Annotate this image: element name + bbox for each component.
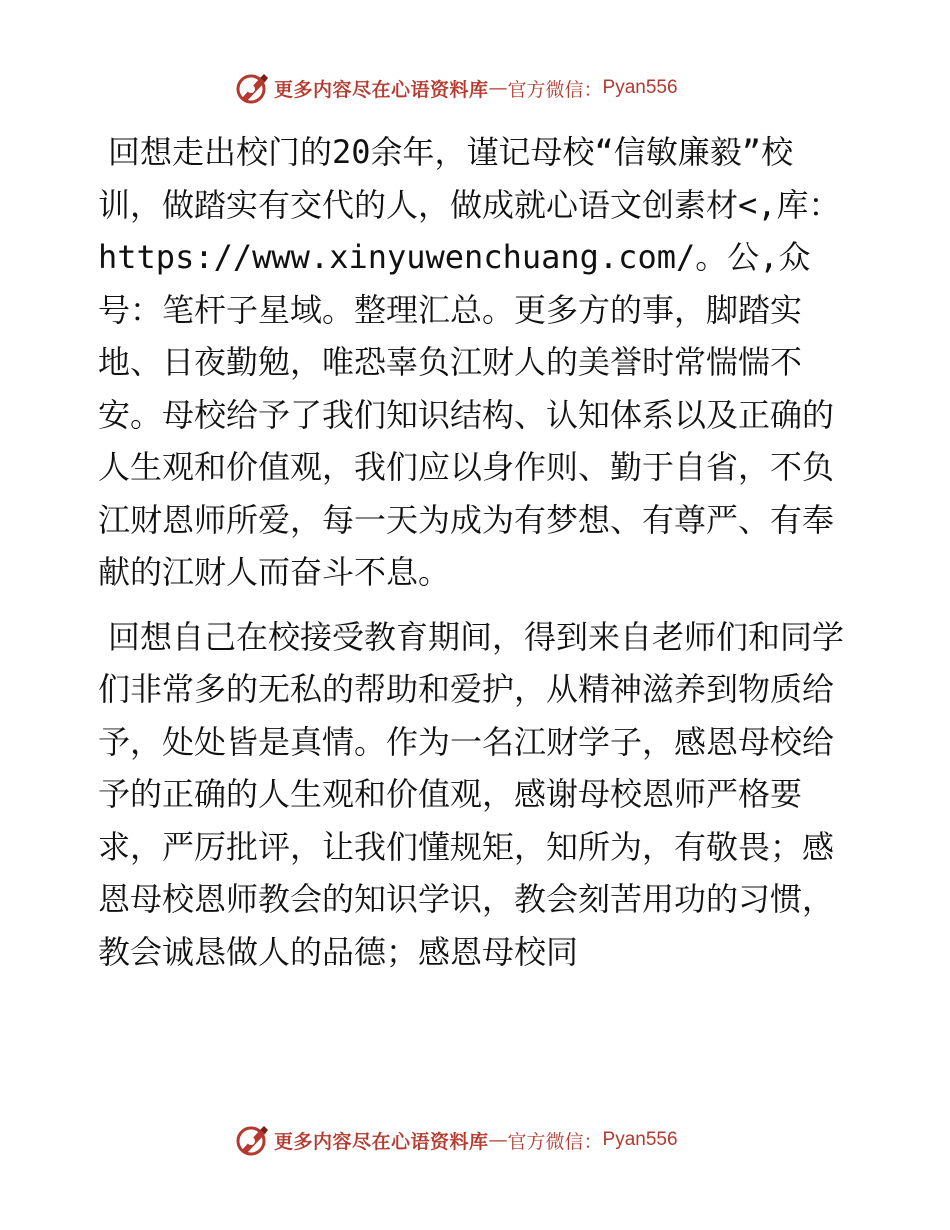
paragraph-2: 回想自己在校接受教育期间，得到来自老师们和同学们非常多的无私的帮助和爱护，从精神滋养到物质给予，处处皆是真情。作为一名江财学子，感恩母校给予的正确的人生观和价值观，感谢母校恩师严格要求，严厉批评，让我们懂规矩，知所为，有敬畏；感恩母校恩师教会的知识学识，教会刻苦用功的习惯，教会诚恳做人的品德；感恩母校同 — [98, 617, 845, 971]
banner-dash: — — [488, 1129, 508, 1151]
document-body — [98, 126, 850, 978]
footer-watermark-banner — [236, 1122, 716, 1158]
banner-title: 更多内容尽在心语资料库 — [274, 1130, 489, 1153]
banner-wechat-id: Pyan556 — [602, 1129, 678, 1150]
banner-wechat-label: 官方微信： — [507, 1130, 603, 1153]
paragraph-1: 回想走出校门的20余年，谨记母校“信敏廉毅”校训，做踏实有交代的人，做成就心语文创素材<,库：https://www.xinyuwenchuang.com/。公,众号：笔杆子星域。整理汇总。更多方的事，脚踏实地、日夜勤勉，唯恐辜负江财人的美誉时常惴惴不安。母校给予了我们知识结构、认知体系以及正确的人生观和价值观，我们应以身作则、勤于自省，不负江财恩师所爱，每一天为成为有梦想、有尊严、有奉献的江财人而奋斗不息。 — [98, 133, 841, 591]
banner-dash: — — [488, 77, 508, 99]
pen-logo-icon — [236, 71, 270, 105]
banner-wechat-id: Pyan556 — [602, 77, 678, 98]
banner-title: 更多内容尽在心语资料库 — [274, 78, 489, 101]
banner-wechat-label: 官方微信： — [507, 78, 603, 101]
pen-logo-icon — [236, 1123, 270, 1157]
header-watermark-banner — [236, 70, 716, 106]
